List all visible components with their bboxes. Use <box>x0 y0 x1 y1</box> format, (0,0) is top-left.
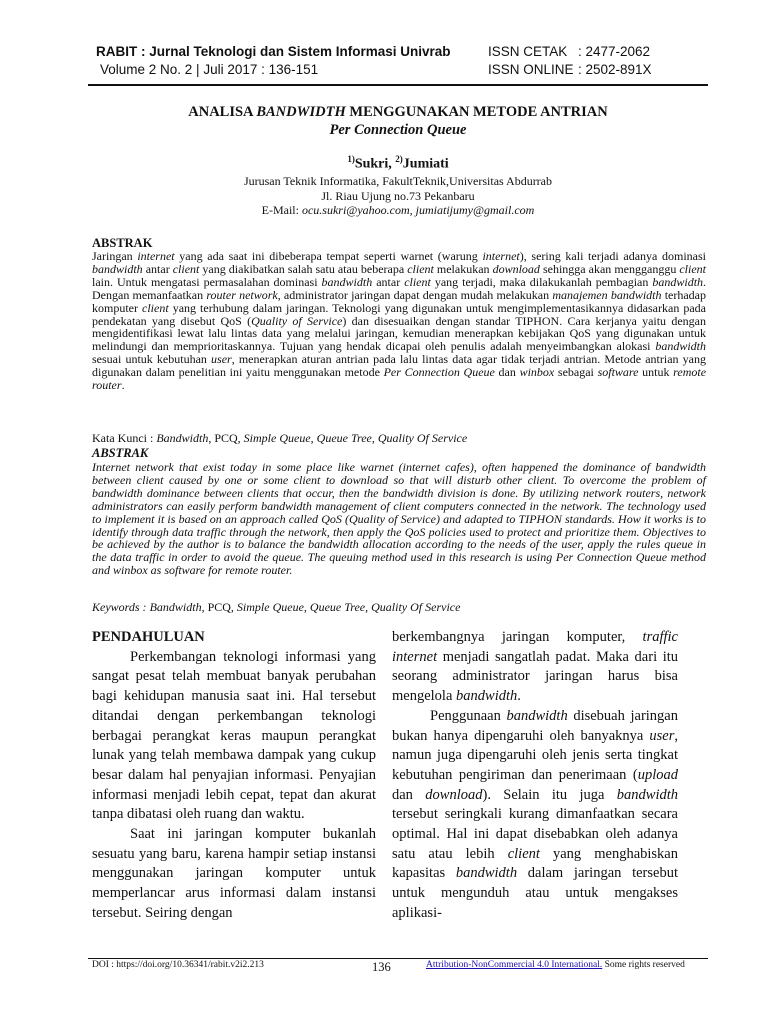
paper-subtitle: Per Connection Queue <box>329 122 467 138</box>
issn-cetak-value: : 2477-2062 <box>578 44 651 59</box>
keywords-id: Kata Kunci : Bandwidth, PCQ, Simple Queue, Queue Tree, Quality Of Service <box>92 431 468 445</box>
affiliation: Jurusan Teknik Informatika, FakultTeknik,Universitas Abdurrab <box>243 174 553 188</box>
email-line: E-Mail: ocu.sukri@yahoo.com, jumiatijumy@gmail.com <box>261 203 535 217</box>
abstract-en-text: Internet network that exist today in some place like warnet (internet cafes), often happened the dominance of bandwidth between client caused by one or some client to download so that will disturb other client. To overcome the problem of bandwidth dominance between clients that occur, then the bandwidth division is done. By utilizing network routers, network administrators can easily perform bandwidth management of client computers connected in the network. The technology used to implement it is based on an approach called QoS (Quality of Service) and adapted to TIPHON standards. How it works is to identify through data traffic through the network, then apply the QoS policies used to protect and prioritize them. Objectives to be achieved by the author is to balance the bandwidth allocation according to the needs of the user, apply the rules queue in the data traffic in order to avoid the queue. The queuing method used in this research is using Per Connection Queue method and winbox as software for remote router. <box>92 460 706 578</box>
address: Jl. Riau Ujung no.73 Pekanbaru <box>321 189 475 203</box>
intro-paragraph-2-cont: berkembangnya jaringan komputer, traffic internet menjadi sangatlah padat. Maka dari itu seorang administrator jaringan harus bisa mengelola bandwidth. <box>392 629 678 705</box>
abstract-en-heading: ABSTRAK <box>92 446 149 460</box>
paper-title: ANALISA BANDWIDTH MENGGUNAKAN METODE ANTRIAN <box>188 104 608 120</box>
section-heading: PENDAHULUAN <box>92 629 205 645</box>
right-column <box>392 628 678 924</box>
abstract-id-text: Jaringan internet yang ada saat ini dibeberapa tempat seperti warnet (warung internet), sering kali terjadi adanya dominasi bandwidth antar client yang diakibatkan salah satu atau beberapa client melakukan download sehingga akan mengganggu client lain. Untuk mengatasi permasalahan dominasi bandwidth antar client yang terjadi, maka dilakukanlah pembagian bandwidth. Dengan memanfaatkan router network, administrator jaringan dapat dengan mudah melakukan manajemen bandwidth terhadap komputer client yang terhubung dalam jaringan. Teknologi yang digunakan untuk mengimplementasikannya didasarkan pada pendekatan yang disebut QoS (Quality of Service) dan disesuaikan dengan standar TIPHON. Cara kerjanya yaitu dengan mengidentifikasi lewat lalu lintas data yang melalui jaringan, kemudian menerapkan kebijakan QoS yang digunakan untuk melindungi dan memprioritaskannya. Tujuan yang hendak dicapai oleh penulis adalah menyeimbangkan alokasi bandwidth sesuai untuk kebutuhan user, menerapkan aturan antrian pada lalu lintas data agar tidak terjadi antrian. Metode antrian yang digunakan dalam penelitian ini yaitu menggunakan metode Per Connection Queue dan winbox sebagai software untuk remote router. <box>92 249 707 393</box>
abstract-id-heading: ABSTRAK <box>92 236 153 250</box>
intro-paragraph-2: Saat ini jaringan komputer bukanlah sesuatu yang baru, karena hampir setiap instansi menggunakan jaringan komputer untuk memperlancar arus informasi dalam instansi tersebut. Seiring dengan <box>92 826 376 921</box>
issn-online-label: ISSN ONLINE <box>488 62 574 77</box>
journal-volume: Volume 2 No. 2 | Juli 2017 : 136-151 <box>100 62 319 77</box>
footer-license: Attribution-NonCommercial 4.0 International. Some rights reserved <box>426 960 685 970</box>
issn-cetak-label: ISSN CETAK <box>488 44 568 59</box>
keywords-en: Keywords : Bandwidth, PCQ, Simple Queue, Queue Tree, Quality Of Service <box>92 600 461 614</box>
left-column <box>92 628 376 924</box>
footer-doi: DOI : https://doi.org/10.36341/rabit.v2i2.213 <box>92 960 264 970</box>
license-link[interactable]: Attribution-NonCommercial 4.0 International. <box>426 960 603 970</box>
journal-name: RABIT : Jurnal Teknologi dan Sistem Informasi Univrab <box>96 44 451 59</box>
intro-paragraph-1: Perkembangan teknologi informasi yang sangat pesat telah membuat banyak perubahan bagi kehidupan manusia saat ini. Hal tersebut ditandai dengan perkembangan teknologi berbagai perangkat keras maupun perangkat lunak yang telah membawa dampak yang cukup besar dalam hal penyajian informasi. Penyajian informasi menjadi lebih cepat, tepat dan akurat tanpa dibatasi oleh ruang dan waktu. <box>92 648 376 823</box>
intro-paragraph-3: Penggunaan bandwidth disebuah jaringan bukan hanya dipengaruhi oleh banyaknya user, namun juga dipengaruhi oleh jenis serta tingkat kebutuhan pengiriman dan penerimaan (upload dan download). Selain itu juga bandwidth tersebut seringkali kurang dimanfaatkan secara optimal. Hal ini dapat disebabkan oleh adanya satu atau lebih client yang menghabiskan kapasitas bandwidth dalam jaringan tersebut untuk mengunduh atau untuk mengakses aplikasi- <box>392 707 679 921</box>
page-number: 136 <box>372 960 391 974</box>
issn-online-value: : 2502-891X <box>578 62 652 77</box>
footer-rule <box>88 958 708 959</box>
author-names: $^{1)}$Sukri, $^{2)}$Jumiati <box>347 154 449 172</box>
header-rule <box>88 84 708 86</box>
